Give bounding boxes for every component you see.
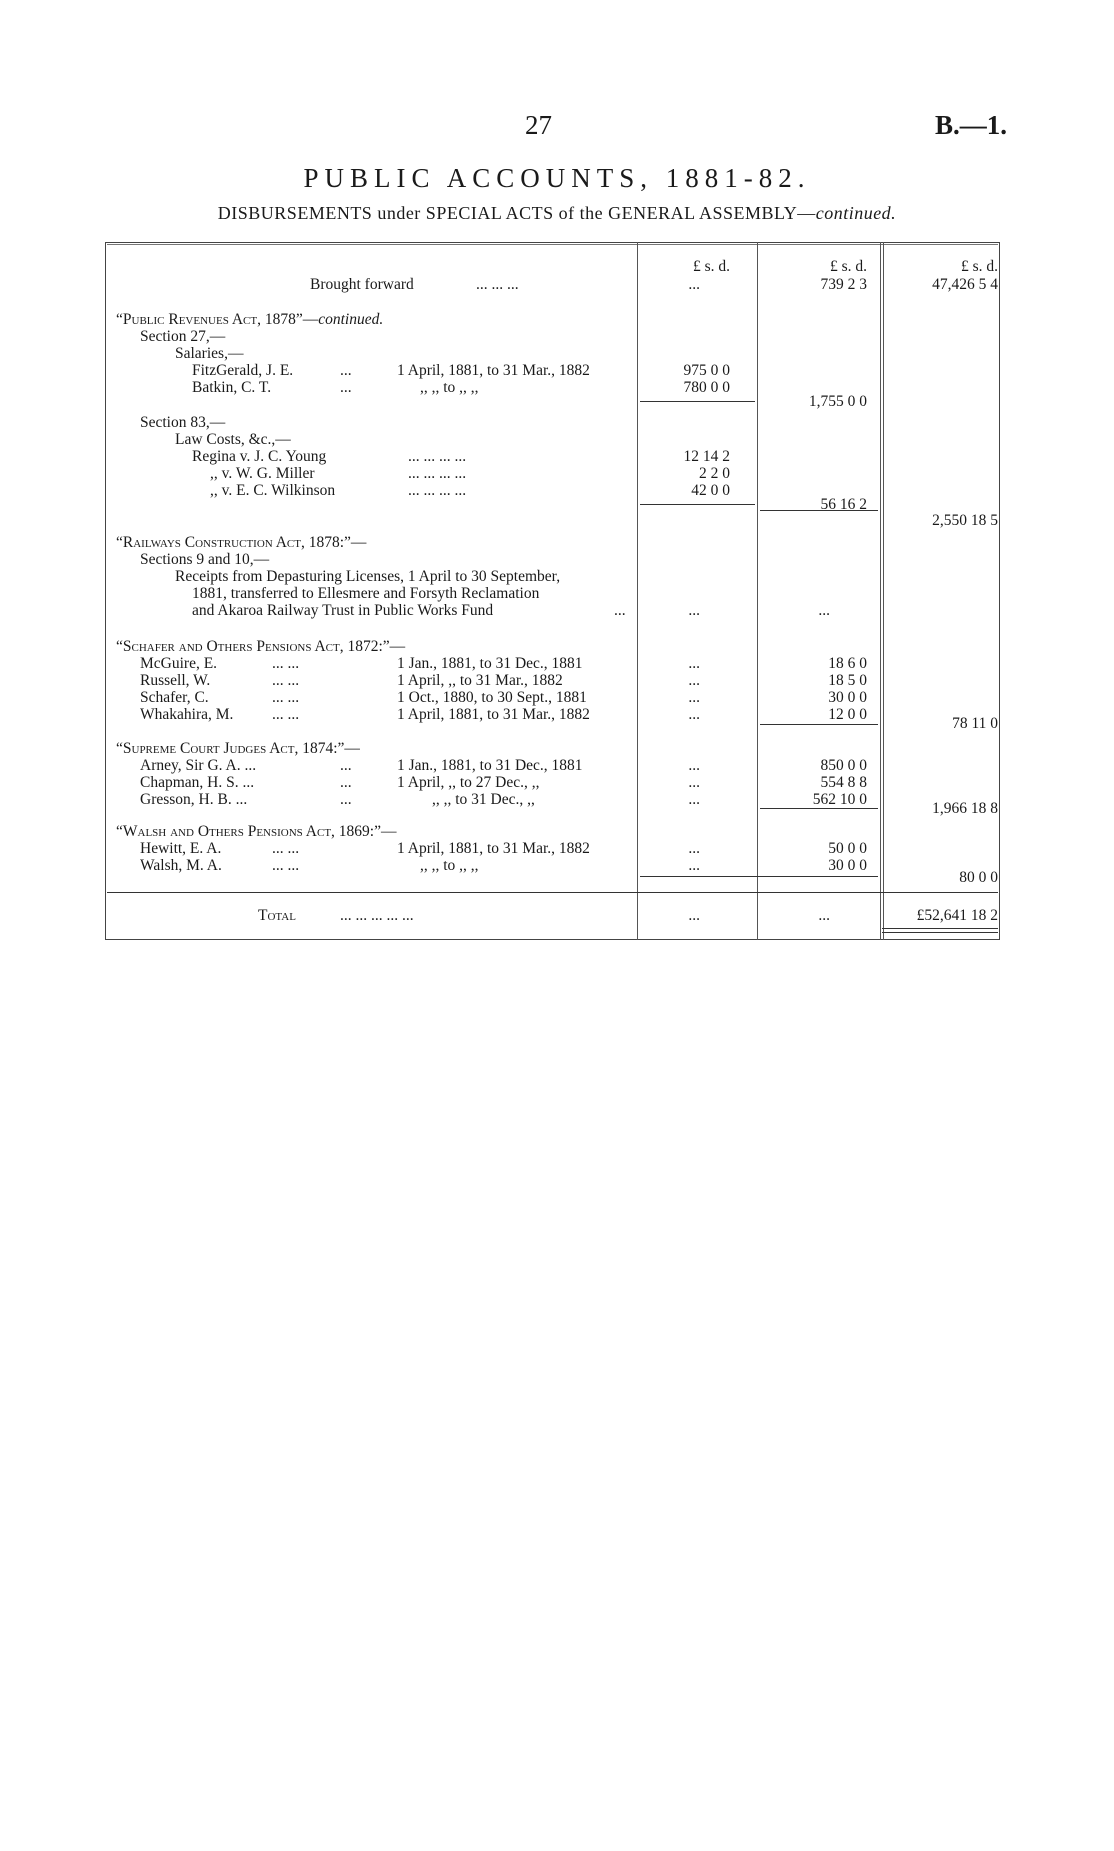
schafer-row-period: 1 April, 1881, to 31 Mar., 1882 [397,706,590,723]
section-83-label: Section 83,— [140,414,226,431]
schafer-heading: “Schafer and Others Pensions Act, 1872:”— [116,638,406,655]
brought-forward-label: Brought forward [310,276,414,293]
walsh-row-period: ,, ,, to ,, ,, [420,857,479,874]
law-costs-label: Law Costs, &c.,— [175,431,291,448]
supreme-row-name: Gresson, H. B. ... [140,791,248,808]
supreme-row-name: Chapman, H. S. ... [140,774,255,791]
walsh-row-col2: 50 0 0 [828,840,867,857]
supreme-row-col1: ... [688,774,700,791]
schafer-row-col1: ... [688,689,700,706]
supreme-row-period: 1 Jan., 1881, to 31 Dec., 1881 [397,757,583,774]
page-number: 27 [525,110,552,140]
salary-row-name: Batkin, C. T. [192,379,272,396]
supreme-row-col1: ... [688,791,700,808]
railways-heading: “Railways Construction Act, 1878:”— [116,534,367,551]
supreme-row-dots: ... [340,757,352,774]
total-label: Total [258,907,296,924]
railways-col2: ... [818,602,830,619]
law-row-name: Regina v. J. C. Young [192,448,327,465]
salary-row-period: ,, ,, to ,, ,, [420,379,479,396]
grand-total: £52,641 18 2 [916,907,998,924]
supreme-row-dots: ... [340,774,352,791]
total-row-rule [107,892,998,893]
brought-forward-col2: 739 2 3 [820,276,867,293]
section-27-label: Section 27,— [140,328,226,345]
law-row-dots: ... ... ... ... [408,448,467,465]
law-row-col1: 2 2 0 [699,465,730,482]
section-total-rule [760,724,878,725]
total-col1: ... [688,907,700,924]
schafer-row-col2: 30 0 0 [828,689,867,706]
supreme-row-period: 1 April, ,, to 27 Dec., ,, [397,774,540,791]
subtotal-rule [640,504,755,505]
walsh-row-col1: ... [688,857,700,874]
section-total-rule [760,808,878,809]
railways-description-line: Receipts from Depasturing Licenses, 1 April to 30 September, [175,568,561,585]
walsh-total: 80 0 0 [959,869,998,886]
page-title: PUBLIC ACCOUNTS, 1881-82. [303,163,811,193]
page-subtitle [0,203,1114,224]
column-divider-2 [757,242,758,940]
column-divider-3b [883,242,884,940]
salary-row-dots: ... [340,362,352,379]
subtitle-continued: continued. [815,203,897,223]
supreme-row-col2: 850 0 0 [820,757,867,774]
walsh-row-col1: ... [688,840,700,857]
supreme-row-col2: 554 8 8 [820,774,867,791]
salaries-label: Salaries,— [175,345,244,362]
supreme-row-period: ,, ,, to 31 Dec., ,, [432,791,535,808]
schafer-row-col2: 18 6 0 [828,655,867,672]
schafer-row-col2: 18 5 0 [828,672,867,689]
supreme-row-col1: ... [688,757,700,774]
railways-description-line: 1881, transferred to Ellesmere and Forsyth Reclamation [192,585,540,602]
schafer-row-name: Whakahira, M. [140,706,234,723]
col1-header: £ s. d. [692,258,730,275]
supreme-court-heading: “Supreme Court Judges Act, 1874:”— [116,740,360,757]
column-divider-3 [880,242,881,940]
railways-description-line: and Akaroa Railway Trust in Public Works Fund [192,602,494,619]
law-row-name: ,, v. E. C. Wilkinson [210,482,336,499]
schafer-row-dots: ... ... [272,672,300,689]
law-row-name: ,, v. W. G. Miller [210,465,315,482]
walsh-row-name: Walsh, M. A. [140,857,222,874]
supreme-row-dots: ... [340,791,352,808]
law-row-dots: ... ... ... ... [408,482,467,499]
schafer-row-period: 1 Jan., 1881, to 31 Dec., 1881 [397,655,583,672]
walsh-row-col2: 30 0 0 [828,857,867,874]
brought-forward-col3: 47,426 5 4 [932,276,998,293]
public-revenues-heading-text: “Public Revenues Act, 1878”— [116,311,319,328]
walsh-heading: “Walsh and Others Pensions Act, 1869:”— [116,823,397,840]
section-total-rule [760,510,878,511]
public-revenues-heading [116,311,383,328]
table-top-rule [107,244,998,245]
brought-forward-col1: ... [688,276,700,293]
public-revenues-continued: continued. [318,311,384,328]
walsh-row-period: 1 April, 1881, to 31 Mar., 1882 [397,840,590,857]
schafer-row-dots: ... ... [272,655,300,672]
railways-col1: ... [688,602,700,619]
schafer-row-dots: ... ... [272,706,300,723]
schafer-row-col1: ... [688,655,700,672]
schafer-row-name: Schafer, C. [140,689,209,706]
schafer-row-period: 1 April, ,, to 31 Mar., 1882 [397,672,563,689]
law-row-col1: 12 14 2 [683,448,730,465]
law-row-col1: 42 0 0 [691,482,730,499]
law-row-dots: ... ... ... ... [408,465,467,482]
salary-row-col1: 780 0 0 [683,379,730,396]
supreme-row-name: Arney, Sir G. A. ... [140,757,257,774]
supreme-row-col2: 562 10 0 [812,791,867,808]
supreme-court-total: 1,966 18 8 [932,800,998,817]
salary-row-col1: 975 0 0 [683,362,730,379]
document-reference: B.—1. [935,110,1008,140]
law-costs-subtotal: 56 16 2 [820,496,867,513]
railways-sections-label: Sections 9 and 10,— [140,551,270,568]
salary-row-period: 1 April, 1881, to 31 Mar., 1882 [397,362,590,379]
walsh-row-dots: ... ... [272,857,300,874]
grand-total-double-rule [882,928,998,933]
col3-header: £ s. d. [960,258,998,275]
public-revenues-total: 2,550 18 5 [932,512,998,529]
salary-row-dots: ... [340,379,352,396]
section-total-rule [640,876,878,877]
schafer-row-col1: ... [688,672,700,689]
brought-forward-dots: ... ... ... [476,276,519,293]
schafer-row-dots: ... ... [272,689,300,706]
subtitle-main: DISBURSEMENTS under SPECIAL ACTS of the GENERAL ASSEMBLY— [217,203,816,223]
schafer-row-col1: ... [688,706,700,723]
schafer-row-name: McGuire, E. [140,655,218,672]
total-dots: ... ... ... ... ... [340,907,414,924]
schafer-row-name: Russell, W. [140,672,211,689]
column-divider-1 [637,242,638,940]
col2-header: £ s. d. [829,258,867,275]
total-col2: ... [818,907,830,924]
walsh-row-name: Hewitt, E. A. [140,840,222,857]
schafer-row-period: 1 Oct., 1880, to 30 Sept., 1881 [397,689,587,706]
schafer-row-col2: 12 0 0 [828,706,867,723]
railways-dots: ... [614,602,626,619]
salary-row-name: FitzGerald, J. E. [192,362,294,379]
walsh-row-dots: ... ... [272,840,300,857]
subtotal-rule [640,401,755,402]
schafer-total: 78 11 0 [952,715,998,732]
salaries-subtotal: 1,755 0 0 [808,393,867,410]
